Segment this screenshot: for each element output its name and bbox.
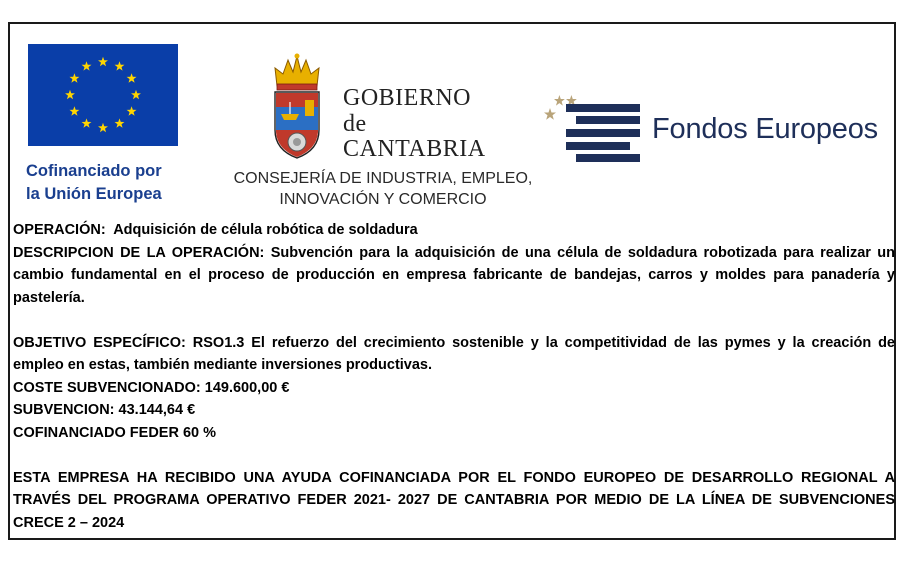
subvencion-row <box>13 399 895 422</box>
eu-caption-line2: la Unión Europea <box>26 185 162 203</box>
consejeria-line1: CONSEJERÍA DE INDUSTRIA, EMPLEO, <box>233 170 533 187</box>
descripcion-row <box>13 242 895 310</box>
eu-caption <box>26 160 216 206</box>
gobierno-line2: de <box>343 110 367 137</box>
coste-value: 149.600,00 € <box>204 379 290 396</box>
descripcion-label: DESCRIPCION DE LA OPERACIÓN: <box>13 244 265 261</box>
operacion-label: OPERACIÓN: <box>13 222 106 238</box>
eu-caption-line1: Cofinanciado por <box>26 162 162 180</box>
operacion-row <box>13 219 895 242</box>
gobierno-cantabria-wordmark <box>343 86 486 163</box>
objetivo-label: OBJETIVO ESPECÍFICO: <box>13 334 186 351</box>
subvencion-label: SUBVENCION: <box>13 402 115 418</box>
aviso-text: ESTA EMPRESA HA RECIBIDO UNA AYUDA COFINANCIADA POR EL FONDO EUROPEO DE DESARROLLO REGIONAL A TRAVÉS DEL PROGRAMA OPERATIVO FEDER 2021- 2027 DE CANTABRIA POR MEDIO DE LA LÍNEA DE SUBVENCIONES CRECE 2 – 2024 <box>13 469 895 531</box>
operation-details <box>13 219 895 534</box>
operacion-value: Adquisición de célula robótica de soldadura <box>113 222 418 238</box>
consejeria-name <box>220 168 546 210</box>
descripcion-value: Subvención para la adquisición de una célula de soldadura robotizada para realizar un cambio fundamental en el proceso de producción en empresa fabricante de bandejas, carros y moldes para panadería y pastelería. <box>13 244 896 306</box>
fondos-europeos-wordmark: Fondos Europeos <box>652 113 878 145</box>
consejeria-line2: INNOVACIÓN Y COMERCIO <box>279 191 487 208</box>
gobierno-line1: GOBIERNO <box>343 85 471 111</box>
subvencion-value: 43.144,64 € <box>118 402 196 418</box>
objetivo-value: RSO1.3 El refuerzo del crecimiento sostenible y la competitividad de las pymes y la creación de empleo en estas, también mediante inversiones productivas. <box>13 334 896 373</box>
cofinanciado-row: COFINANCIADO FEDER 60 % <box>13 424 217 441</box>
eu-flag-icon <box>28 44 178 146</box>
fondos-europeos-flag-icon <box>566 104 640 162</box>
coste-row <box>13 377 895 400</box>
gobierno-line3: CANTABRIA <box>343 136 486 162</box>
cantabria-coat-of-arms-icon <box>271 52 323 164</box>
objetivo-row <box>13 332 895 377</box>
coste-label: COSTE SUBVENCIONADO: <box>13 379 201 396</box>
